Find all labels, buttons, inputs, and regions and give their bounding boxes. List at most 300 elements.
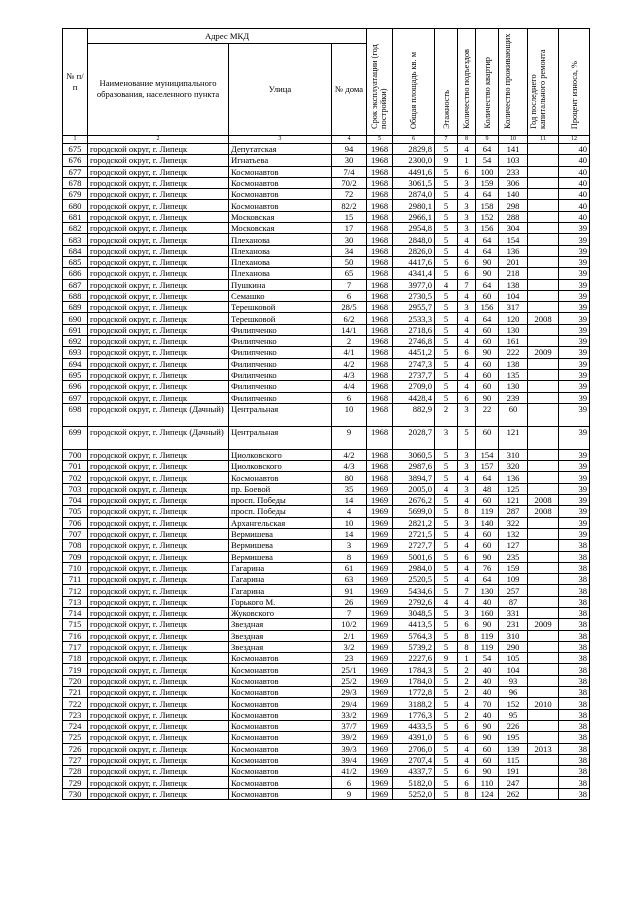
floors-cell: 5	[435, 495, 458, 506]
wear-cell: 39	[559, 472, 590, 483]
year-cell: 1969	[367, 709, 393, 720]
floors-cell: 5	[435, 562, 458, 573]
area-cell: 2737,7	[393, 369, 435, 380]
year-cell: 1969	[367, 788, 393, 799]
area-cell: 2707,4	[393, 754, 435, 765]
table-row	[63, 641, 590, 652]
house-cell: 33/2	[332, 709, 367, 720]
house-cell: 7	[332, 279, 367, 290]
row-number: 675	[63, 144, 88, 155]
area-cell: 2727,7	[393, 540, 435, 551]
residents-cell: 104	[499, 290, 528, 301]
repair-year-cell	[528, 709, 559, 720]
residents-cell: 136	[499, 472, 528, 483]
residents-cell: 138	[499, 279, 528, 290]
residents-cell: 120	[499, 313, 528, 324]
area-cell: 3060,5	[393, 449, 435, 460]
year-cell: 1968	[367, 392, 393, 403]
row-number: 718	[63, 653, 88, 664]
table-row	[63, 506, 590, 517]
year-cell: 1969	[367, 675, 393, 686]
repair-year-cell	[528, 732, 559, 743]
house-cell: 10	[332, 517, 367, 528]
header-floors: Этажность	[441, 90, 451, 129]
row-number: 702	[63, 472, 88, 483]
area-cell: 4413,5	[393, 619, 435, 630]
table-row	[63, 211, 590, 222]
house-cell: 39/3	[332, 743, 367, 754]
residents-cell: 287	[499, 506, 528, 517]
residents-cell: 136	[499, 245, 528, 256]
municipality-cell: городской округ, г. Липецк	[88, 358, 229, 369]
house-cell: 14	[332, 528, 367, 539]
apartments-cell: 60	[476, 358, 499, 369]
year-cell: 1969	[367, 517, 393, 528]
entrances-cell: 5	[458, 426, 476, 449]
area-cell: 2706,0	[393, 743, 435, 754]
row-number: 704	[63, 495, 88, 506]
wear-cell: 40	[559, 144, 590, 155]
row-number: 728	[63, 766, 88, 777]
entrances-cell: 4	[458, 290, 476, 301]
area-cell: 1784,3	[393, 664, 435, 675]
repair-year-cell	[528, 279, 559, 290]
year-cell: 1969	[367, 743, 393, 754]
area-cell: 5739,2	[393, 641, 435, 652]
area-cell: 2826,0	[393, 245, 435, 256]
street-cell: Плеханова	[229, 268, 332, 279]
residents-cell: 130	[499, 381, 528, 392]
house-cell: 70/2	[332, 177, 367, 188]
repair-year-cell	[528, 788, 559, 799]
apartments-cell: 156	[476, 223, 499, 234]
table-row	[63, 675, 590, 686]
area-cell: 2792,6	[393, 596, 435, 607]
house-cell: 82/2	[332, 200, 367, 211]
wear-cell: 38	[559, 596, 590, 607]
wear-cell: 39	[559, 495, 590, 506]
floors-cell: 5	[435, 574, 458, 585]
entrances-cell: 4	[458, 596, 476, 607]
municipality-cell: городской округ, г. Липецк	[88, 585, 229, 596]
row-number: 710	[63, 562, 88, 573]
area-cell: 5434,6	[393, 585, 435, 596]
repair-year-cell	[528, 653, 559, 664]
residents-cell: 195	[499, 732, 528, 743]
floors-cell: 5	[435, 754, 458, 765]
house-cell: 4/3	[332, 369, 367, 380]
apartments-cell: 110	[476, 777, 499, 788]
wear-cell: 39	[559, 506, 590, 517]
area-cell: 882,9	[393, 403, 435, 426]
municipality-cell: городской округ, г. Липецк	[88, 766, 229, 777]
row-number: 701	[63, 461, 88, 472]
floors-cell: 5	[435, 472, 458, 483]
entrances-cell: 3	[458, 302, 476, 313]
area-cell: 2028,7	[393, 426, 435, 449]
street-cell: Жуковского	[229, 607, 332, 618]
house-cell: 10/2	[332, 619, 367, 630]
municipality-cell: городской округ, г. Липецк	[88, 495, 229, 506]
year-cell: 1968	[367, 200, 393, 211]
year-cell: 1969	[367, 540, 393, 551]
house-cell: 2	[332, 336, 367, 347]
house-cell: 9	[332, 788, 367, 799]
apartments-cell: 90	[476, 619, 499, 630]
residents-cell: 239	[499, 392, 528, 403]
entrances-cell: 4	[458, 234, 476, 245]
repair-year-cell	[528, 461, 559, 472]
house-cell: 39/4	[332, 754, 367, 765]
municipality-cell: городской округ, г. Липецк	[88, 461, 229, 472]
table-row	[63, 664, 590, 675]
area-cell: 2520,5	[393, 574, 435, 585]
year-cell: 1969	[367, 506, 393, 517]
municipality-cell: городской округ, г. Липецк	[88, 245, 229, 256]
wear-cell: 38	[559, 754, 590, 765]
repair-year-cell	[528, 189, 559, 200]
area-cell: 2874,0	[393, 189, 435, 200]
residents-cell: 105	[499, 653, 528, 664]
repair-year-cell	[528, 517, 559, 528]
area-cell: 2721,5	[393, 528, 435, 539]
area-cell: 4451,2	[393, 347, 435, 358]
municipality-cell: городской округ, г. Липецк	[88, 675, 229, 686]
year-cell: 1969	[367, 528, 393, 539]
wear-cell: 38	[559, 777, 590, 788]
wear-cell: 39	[559, 426, 590, 449]
street-cell: Депутатская	[229, 144, 332, 155]
street-cell: Космонавтов	[229, 788, 332, 799]
residents-cell: 262	[499, 788, 528, 799]
row-number: 695	[63, 369, 88, 380]
floors-cell: 5	[435, 788, 458, 799]
table-row	[63, 495, 590, 506]
repair-year-cell: 2013	[528, 743, 559, 754]
floors-cell: 5	[435, 630, 458, 641]
wear-cell: 38	[559, 585, 590, 596]
municipality-cell: городской округ, г. Липецк	[88, 754, 229, 765]
street-cell: Космонавтов	[229, 472, 332, 483]
municipality-cell: городской округ, г. Липецк	[88, 223, 229, 234]
apartments-cell: 22	[476, 403, 499, 426]
floors-cell: 5	[435, 313, 458, 324]
entrances-cell: 4	[458, 472, 476, 483]
house-cell: 3	[332, 540, 367, 551]
residents-cell: 191	[499, 766, 528, 777]
row-number: 679	[63, 189, 88, 200]
house-cell: 23	[332, 653, 367, 664]
municipality-cell: городской округ, г. Липецк	[88, 788, 229, 799]
repair-year-cell	[528, 426, 559, 449]
table-row	[63, 256, 590, 267]
street-cell: Вермишева	[229, 540, 332, 551]
wear-cell: 38	[559, 664, 590, 675]
wear-cell: 38	[559, 743, 590, 754]
residents-cell: 135	[499, 369, 528, 380]
row-number: 692	[63, 336, 88, 347]
street-cell: просп. Победы	[229, 495, 332, 506]
area-cell: 5699,0	[393, 506, 435, 517]
repair-year-cell	[528, 687, 559, 698]
residents-cell: 127	[499, 540, 528, 551]
municipality-cell: городской округ, г. Липецк	[88, 155, 229, 166]
municipality-cell: городской округ, г. Липецк	[88, 551, 229, 562]
repair-year-cell	[528, 720, 559, 731]
residents-cell: 87	[499, 596, 528, 607]
table-row	[63, 483, 590, 494]
entrances-cell: 4	[458, 324, 476, 335]
residents-cell: 159	[499, 562, 528, 573]
house-cell: 10	[332, 403, 367, 426]
apartments-cell: 90	[476, 766, 499, 777]
entrances-cell: 2	[458, 687, 476, 698]
wear-cell: 39	[559, 517, 590, 528]
row-number: 683	[63, 234, 88, 245]
municipality-cell: городской округ, г. Липецк	[88, 720, 229, 731]
wear-cell: 40	[559, 211, 590, 222]
street-cell: Космонавтов	[229, 664, 332, 675]
table-row	[63, 517, 590, 528]
street-cell: Космонавтов	[229, 732, 332, 743]
residents-cell: 152	[499, 698, 528, 709]
year-cell: 1969	[367, 630, 393, 641]
municipality-cell: городской округ, г. Липецк	[88, 177, 229, 188]
street-cell: Космонавтов	[229, 720, 332, 731]
area-cell: 3061,5	[393, 177, 435, 188]
wear-cell: 38	[559, 675, 590, 686]
municipality-cell: городской округ, г. Липецк	[88, 144, 229, 155]
residents-cell: 226	[499, 720, 528, 731]
wear-cell: 38	[559, 551, 590, 562]
repair-year-cell	[528, 596, 559, 607]
municipality-cell: городской округ, г. Липецк	[88, 540, 229, 551]
year-cell: 1968	[367, 256, 393, 267]
residents-cell: 140	[499, 189, 528, 200]
area-cell: 2533,3	[393, 313, 435, 324]
municipality-cell: городской округ, г. Липецк	[88, 324, 229, 335]
street-cell: Московская	[229, 211, 332, 222]
street-cell: просп. Победы	[229, 506, 332, 517]
apartments-cell: 40	[476, 596, 499, 607]
residents-cell: 161	[499, 336, 528, 347]
floors-cell: 5	[435, 461, 458, 472]
wear-cell: 39	[559, 302, 590, 313]
area-cell: 4337,7	[393, 766, 435, 777]
entrances-cell: 6	[458, 732, 476, 743]
entrances-cell: 4	[458, 189, 476, 200]
year-cell: 1969	[367, 720, 393, 731]
street-cell: Звездная	[229, 641, 332, 652]
municipality-cell: городской округ, г. Липецк	[88, 211, 229, 222]
municipality-cell: городской округ, г. Липецк	[88, 630, 229, 641]
municipality-cell: городской округ, г. Липецк	[88, 256, 229, 267]
table-row	[63, 777, 590, 788]
apartments-cell: 100	[476, 166, 499, 177]
house-cell: 4/1	[332, 347, 367, 358]
row-number: 711	[63, 574, 88, 585]
table-row	[63, 607, 590, 618]
row-number: 684	[63, 245, 88, 256]
residents-cell: 310	[499, 630, 528, 641]
house-cell: 30	[332, 234, 367, 245]
entrances-cell: 6	[458, 268, 476, 279]
wear-cell: 39	[559, 290, 590, 301]
house-cell: 4/4	[332, 381, 367, 392]
street-cell: Космонавтов	[229, 766, 332, 777]
column-number: 1	[63, 136, 88, 144]
area-cell: 2709,0	[393, 381, 435, 392]
row-number: 725	[63, 732, 88, 743]
repair-year-cell	[528, 585, 559, 596]
area-cell: 5182,0	[393, 777, 435, 788]
municipality-cell: городской округ, г. Липецк	[88, 290, 229, 301]
residents-cell: 310	[499, 449, 528, 460]
house-cell: 14	[332, 495, 367, 506]
repair-year-cell	[528, 483, 559, 494]
floors-cell: 5	[435, 336, 458, 347]
table-row	[63, 369, 590, 380]
floors-cell: 5	[435, 619, 458, 630]
table-row	[63, 302, 590, 313]
wear-cell: 38	[559, 687, 590, 698]
year-cell: 1969	[367, 562, 393, 573]
year-cell: 1969	[367, 653, 393, 664]
row-number: 691	[63, 324, 88, 335]
table-row	[63, 449, 590, 460]
house-cell: 39/2	[332, 732, 367, 743]
entrances-cell: 4	[458, 245, 476, 256]
repair-year-cell	[528, 234, 559, 245]
apartments-cell: 157	[476, 461, 499, 472]
table-row	[63, 528, 590, 539]
repair-year-cell	[528, 607, 559, 618]
municipality-cell: городской округ, г. Липецк	[88, 472, 229, 483]
repair-year-cell: 2008	[528, 313, 559, 324]
apartments-cell: 60	[476, 540, 499, 551]
municipality-cell: городской округ, г. Липецк	[88, 313, 229, 324]
header-house: № дома	[332, 43, 367, 135]
repair-year-cell	[528, 358, 559, 369]
street-cell: Космонавтов	[229, 653, 332, 664]
entrances-cell: 8	[458, 641, 476, 652]
column-number: 4	[332, 136, 367, 144]
year-cell: 1968	[367, 177, 393, 188]
entrances-cell: 3	[458, 177, 476, 188]
repair-year-cell	[528, 551, 559, 562]
floors-cell: 5	[435, 302, 458, 313]
entrances-cell: 6	[458, 392, 476, 403]
floors-cell: 5	[435, 392, 458, 403]
year-cell: 1968	[367, 279, 393, 290]
year-cell: 1969	[367, 698, 393, 709]
municipality-cell: городской округ, г. Липецк (Дачный)	[88, 426, 229, 449]
repair-year-cell	[528, 302, 559, 313]
floors-cell: 5	[435, 358, 458, 369]
table-row	[63, 358, 590, 369]
apartments-cell: 156	[476, 302, 499, 313]
repair-year-cell	[528, 630, 559, 641]
area-cell: 2821,2	[393, 517, 435, 528]
house-cell: 6	[332, 777, 367, 788]
repair-year-cell	[528, 528, 559, 539]
area-cell: 4391,0	[393, 732, 435, 743]
area-cell: 2300,0	[393, 155, 435, 166]
year-cell: 1968	[367, 403, 393, 426]
table-row	[63, 709, 590, 720]
street-cell: Гагарина	[229, 562, 332, 573]
floors-cell: 5	[435, 687, 458, 698]
street-cell: Циолковского	[229, 461, 332, 472]
wear-cell: 38	[559, 607, 590, 618]
floors-cell: 5	[435, 506, 458, 517]
table-row	[63, 155, 590, 166]
row-number: 697	[63, 392, 88, 403]
floors-cell: 5	[435, 211, 458, 222]
apartments-cell: 90	[476, 256, 499, 267]
row-number: 677	[63, 166, 88, 177]
street-cell: Звездная	[229, 619, 332, 630]
street-cell: Филипченко	[229, 358, 332, 369]
repair-year-cell	[528, 574, 559, 585]
area-cell: 2984,0	[393, 562, 435, 573]
apartments-cell: 48	[476, 483, 499, 494]
street-cell: Филипченко	[229, 381, 332, 392]
entrances-cell: 6	[458, 720, 476, 731]
repair-year-cell: 2009	[528, 619, 559, 630]
entrances-cell: 3	[458, 461, 476, 472]
apartments-cell: 60	[476, 495, 499, 506]
apartments-cell: 60	[476, 426, 499, 449]
wear-cell: 39	[559, 234, 590, 245]
table-row	[63, 313, 590, 324]
house-cell: 4/2	[332, 358, 367, 369]
floors-cell: 5	[435, 256, 458, 267]
table-row	[63, 279, 590, 290]
street-cell: Космонавтов	[229, 687, 332, 698]
table-row	[63, 324, 590, 335]
year-cell: 1968	[367, 472, 393, 483]
year-cell: 1968	[367, 155, 393, 166]
floors-cell: 2	[435, 403, 458, 426]
floors-cell: 5	[435, 166, 458, 177]
house-cell: 6	[332, 290, 367, 301]
table-row	[63, 403, 590, 426]
year-cell: 1968	[367, 358, 393, 369]
apartments-cell: 119	[476, 641, 499, 652]
wear-cell: 39	[559, 223, 590, 234]
row-number: 706	[63, 517, 88, 528]
area-cell: 1772,8	[393, 687, 435, 698]
residents-cell: 317	[499, 302, 528, 313]
repair-year-cell	[528, 177, 559, 188]
repair-year-cell	[528, 324, 559, 335]
apartments-cell: 40	[476, 675, 499, 686]
column-number: 8	[458, 136, 476, 144]
residents-cell: 95	[499, 709, 528, 720]
entrances-cell: 8	[458, 506, 476, 517]
floors-cell: 5	[435, 324, 458, 335]
year-cell: 1968	[367, 189, 393, 200]
house-cell: 91	[332, 585, 367, 596]
repair-year-cell: 2010	[528, 698, 559, 709]
entrances-cell: 6	[458, 166, 476, 177]
entrances-cell: 3	[458, 223, 476, 234]
residents-cell: 104	[499, 664, 528, 675]
wear-cell: 38	[559, 619, 590, 630]
residents-cell: 322	[499, 517, 528, 528]
table-row	[63, 166, 590, 177]
